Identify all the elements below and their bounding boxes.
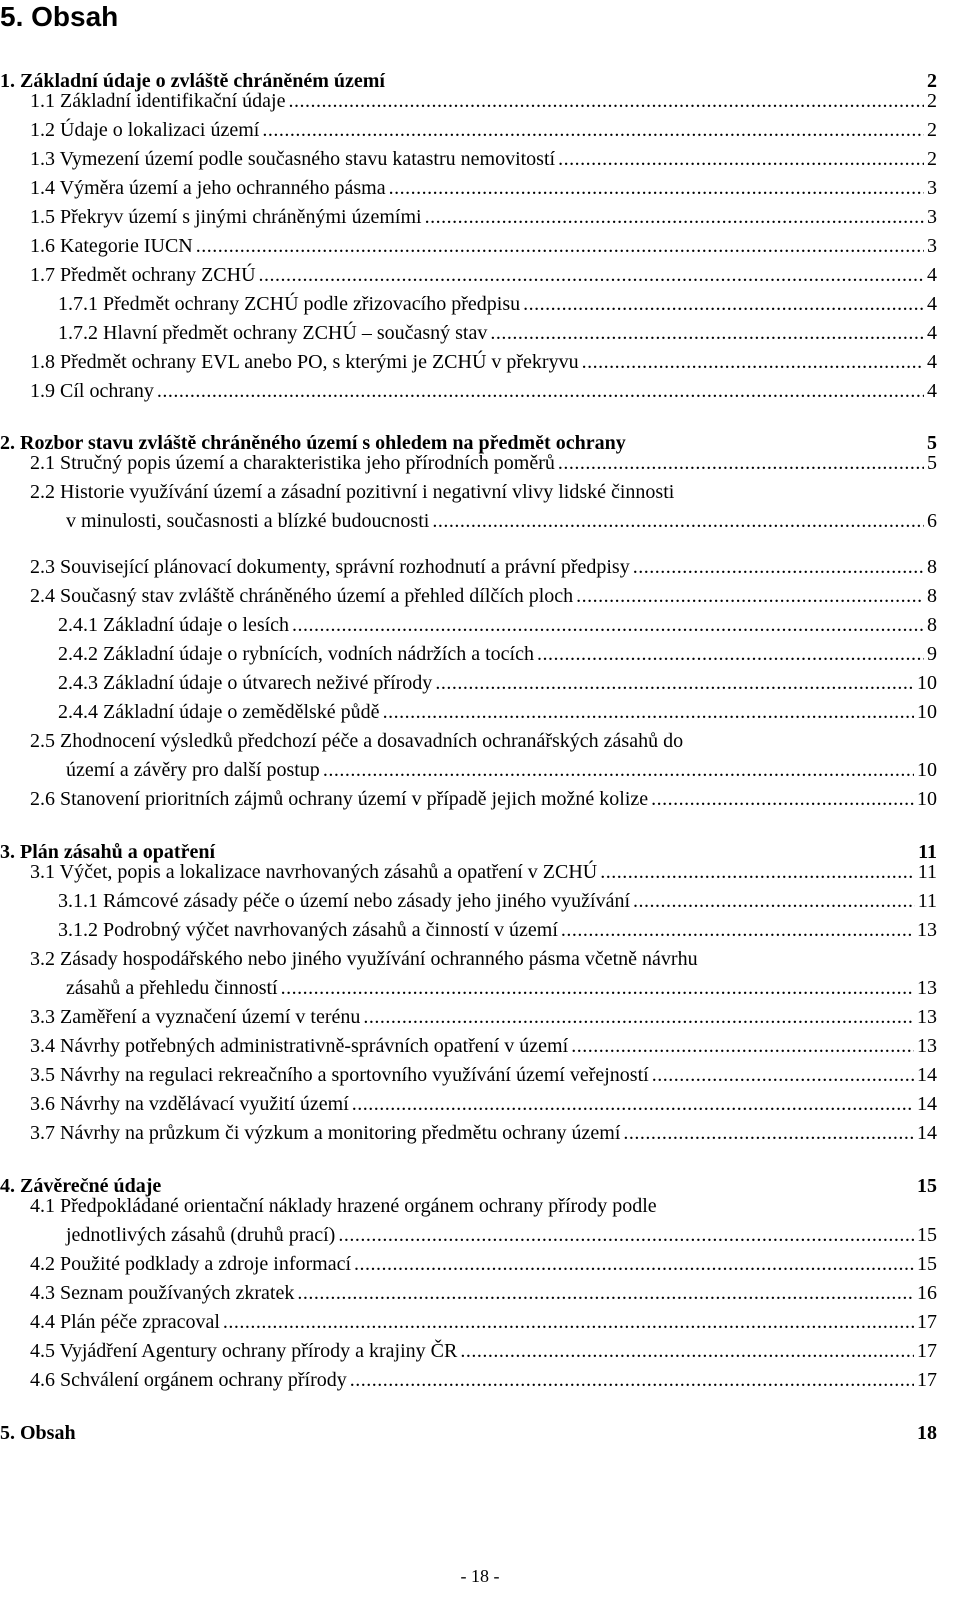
- toc-entry-title: 2.3 Související plánovací dokumenty, správní rozhodnutí a právní předpisy: [30, 556, 630, 578]
- toc-page-number: 8: [927, 614, 937, 636]
- toc-entry-title: 1.1 Základní identifikační údaje: [30, 90, 286, 112]
- dot-leader: [561, 916, 914, 945]
- toc-page-number: 3: [927, 177, 937, 199]
- toc-page-number: 16: [917, 1282, 937, 1304]
- dot-leader: [490, 319, 924, 348]
- toc-page-number: 9: [927, 643, 937, 665]
- toc-entry-title: 3.1 Výčet, popis a lokalizace navrhovaných zásahů a opatření v ZCHÚ: [30, 861, 598, 883]
- toc-entry-title: 1.8 Předmět ochrany EVL anebo PO, s kterými je ZCHÚ v překryvu: [30, 351, 579, 373]
- toc-entry[interactable]: [30, 1119, 937, 1148]
- toc-entry-title: 1.9 Cíl ochrany: [30, 380, 154, 402]
- dot-leader: [281, 974, 914, 1003]
- toc-entry[interactable]: [30, 1279, 937, 1308]
- toc-page-number: 2: [927, 90, 937, 112]
- toc-entry-title: 2.1 Stručný popis území a charakteristika jeho přírodních poměrů: [30, 452, 555, 474]
- page-number-footer: - 18 -: [460, 1566, 500, 1586]
- toc-entry-title: 3.3 Zaměření a vyznačení území v terénu: [30, 1006, 361, 1028]
- toc-page-number: 2: [927, 70, 937, 92]
- toc-page-number: 3: [927, 206, 937, 228]
- toc-entry-title: 2.2 Historie využívání území a zásadní pozitivní i negativní vlivy lidské činnosti: [30, 481, 675, 503]
- toc-entry[interactable]: [58, 640, 937, 669]
- toc-entry-continuation: jednotlivých zásahů (druhů prací): [66, 1224, 336, 1246]
- toc-entry[interactable]: [30, 1250, 937, 1279]
- dot-leader: [558, 449, 924, 478]
- toc-entry[interactable]: [30, 553, 937, 582]
- toc-entry[interactable]: [30, 87, 937, 116]
- toc-entry[interactable]: [58, 698, 937, 727]
- toc-entry-title: 2.4 Současný stav zvláště chráněného území a přehled dílčích ploch: [30, 585, 574, 607]
- toc-entry[interactable]: [30, 785, 937, 814]
- toc-page-number: 4: [927, 322, 937, 344]
- toc-entry-title: 1.4 Výměra území a jeho ochranného pásma: [30, 177, 386, 199]
- toc-entry-title: 1.7 Předmět ochrany ZCHÚ: [30, 264, 256, 286]
- toc-entry-title: 4.1 Předpokládané orientační náklady hrazené orgánem ochrany přírody podle: [30, 1195, 657, 1217]
- toc-page-number: 2: [927, 119, 937, 141]
- dot-leader: [523, 290, 924, 319]
- toc-entry[interactable]: [58, 319, 937, 348]
- toc-page-number: 15: [917, 1253, 937, 1275]
- dot-leader: [389, 174, 924, 203]
- toc-page-number: 11: [917, 890, 937, 912]
- toc-entry[interactable]: [30, 145, 937, 174]
- toc-entry[interactable]: [58, 887, 937, 916]
- toc-entry[interactable]: [30, 1366, 937, 1395]
- toc-entry-title: 3. Plán zásahů a opatření: [0, 841, 216, 863]
- toc-entry-title: 4.6 Schválení orgánem ochrany přírody: [30, 1369, 347, 1391]
- toc-entry-title: 2.6 Stanovení prioritních zájmů ochrany území v případě jejich možné kolize: [30, 788, 649, 810]
- toc-entry-title: 3.7 Návrhy na průzkum či výzkum a monitoring předmětu ochrany území: [30, 1122, 621, 1144]
- toc-entry[interactable]: [30, 203, 937, 232]
- toc-entry[interactable]: [66, 1221, 937, 1250]
- toc-entry[interactable]: [58, 290, 937, 319]
- toc-entry[interactable]: [58, 611, 937, 640]
- toc-entry-title: 3.2 Zásady hospodářského nebo jiného využívání ochranného pásma včetně návrhu: [30, 948, 698, 970]
- toc-entry-title: 4.2 Použité podklady a zdroje informací: [30, 1253, 352, 1275]
- dot-leader: [388, 58, 924, 87]
- dot-leader: [363, 1003, 914, 1032]
- toc-entry-title: 4.4 Plán péče zpracoval: [30, 1311, 220, 1333]
- toc-page-number: 17: [917, 1311, 937, 1333]
- toc-entry-continuation: území a závěry pro další postup: [66, 759, 320, 781]
- toc-entry[interactable]: [58, 669, 937, 698]
- toc-page-number: 14: [917, 1093, 937, 1115]
- dot-leader: [292, 611, 924, 640]
- dot-leader: [435, 669, 914, 698]
- dot-leader: [352, 1090, 914, 1119]
- page-heading: 5. Obsah: [0, 1, 119, 32]
- toc-entry[interactable]: [30, 1003, 937, 1032]
- toc-entry[interactable]: [30, 377, 937, 406]
- toc-entry-title: 3.5 Návrhy na regulaci rekreačního a sportovního využívání území veřejností: [30, 1064, 649, 1086]
- dot-leader: [600, 858, 915, 887]
- dot-leader: [323, 756, 914, 785]
- toc-entry-title: 5. Obsah: [0, 1422, 76, 1444]
- dot-leader: [460, 1337, 914, 1366]
- dot-leader: [651, 785, 914, 814]
- toc-page-number: 13: [917, 919, 937, 941]
- toc-page-number: 13: [917, 1035, 937, 1057]
- dot-leader: [383, 698, 914, 727]
- dot-leader: [432, 507, 924, 536]
- toc-page-number: 11: [918, 841, 937, 863]
- toc-page-number: 4: [927, 380, 937, 402]
- toc-page-number: 6: [927, 510, 937, 532]
- toc-entry-title: 4. Závěrečné údaje: [0, 1175, 162, 1197]
- toc-entry-title: 4.3 Seznam používaných zkratek: [30, 1282, 295, 1304]
- toc-entry-title: 2.4.3 Základní údaje o útvarech neživé přírody: [58, 672, 433, 694]
- toc-entry-title: 1.6 Kategorie IUCN: [30, 235, 193, 257]
- toc-entry[interactable]: [30, 858, 937, 887]
- toc-page-number: 4: [927, 351, 937, 373]
- dot-leader: [259, 261, 924, 290]
- toc-page-number: 5: [927, 452, 937, 474]
- toc-entry-title: 2.5 Zhodnocení výsledků předchozí péče a dosavadních ochranářských zásahů do: [30, 730, 684, 752]
- toc-page-number: 4: [927, 264, 937, 286]
- dot-leader: [288, 87, 924, 116]
- dot-leader: [652, 1061, 914, 1090]
- toc-entry[interactable]: [58, 916, 937, 945]
- toc-entry-title: 3.1.1 Rámcové zásady péče o území nebo zásady jeho jiného využívání: [58, 890, 631, 912]
- dot-leader: [633, 553, 924, 582]
- toc-entry[interactable]: [30, 116, 937, 145]
- dot-leader: [582, 348, 924, 377]
- toc-entry-continuation: v minulosti, současnosti a blízké budoucnosti: [66, 510, 430, 532]
- toc-entry-title: 2.4.2 Základní údaje o rybnících, vodních nádržích a tocích: [58, 643, 534, 665]
- dot-leader: [262, 116, 924, 145]
- toc-entry-title: 1.7.1 Předmět ochrany ZCHÚ podle zřizovacího předpisu: [58, 293, 521, 315]
- toc-page-number: 15: [917, 1224, 937, 1246]
- toc-entry-title: 1. Základní údaje o zvláště chráněném území: [0, 70, 385, 92]
- dot-leader: [629, 420, 924, 449]
- toc-entry[interactable]: [30, 1061, 937, 1090]
- dot-leader: [196, 232, 924, 261]
- toc-entry[interactable]: [30, 232, 937, 261]
- toc-entry[interactable]: [30, 348, 937, 377]
- toc-page-number: 3: [927, 235, 937, 257]
- toc-page-number: 14: [917, 1122, 937, 1144]
- toc-page-number: 8: [927, 585, 937, 607]
- toc-page-number: 2: [927, 148, 937, 170]
- dot-leader: [338, 1221, 914, 1250]
- toc-page-number: 10: [917, 672, 937, 694]
- dot-leader: [425, 203, 924, 232]
- toc-entry-title: 2.4.1 Základní údaje o lesích: [58, 614, 290, 636]
- toc-section-heading[interactable]: [0, 1410, 937, 1448]
- toc-entry-title: 2.4.4 Základní údaje o zemědělské půdě: [58, 701, 380, 723]
- toc-page-number: 10: [917, 788, 937, 810]
- dot-leader: [576, 582, 924, 611]
- dot-leader: [571, 1032, 914, 1061]
- toc-entry[interactable]: [30, 449, 937, 478]
- toc-entry-title: 1.3 Vymezení území podle současného stavu katastru nemovitostí: [30, 148, 556, 170]
- toc-entry[interactable]: [30, 1032, 937, 1061]
- toc-entry[interactable]: [66, 974, 937, 1003]
- toc-page-number: 14: [917, 1064, 937, 1086]
- dot-leader: [79, 1410, 914, 1439]
- toc-entry-title: 3.1.2 Podrobný výčet navrhovaných zásahů a činností v území: [58, 919, 558, 941]
- toc-page-number: 10: [917, 759, 937, 781]
- dot-leader: [157, 377, 924, 406]
- toc-page-number: 13: [917, 977, 937, 999]
- toc-page-number: 13: [917, 1006, 937, 1028]
- toc-entry-title: 4.5 Vyjádření Agentury ochrany přírody a krajiny ČR: [30, 1340, 458, 1362]
- toc-entry-title: 3.4 Návrhy potřebných administrativně-správních opatření v území: [30, 1035, 569, 1057]
- toc-page-number: 4: [927, 293, 937, 315]
- dot-leader: [633, 887, 915, 916]
- toc-entry[interactable]: [30, 174, 937, 203]
- toc-entry[interactable]: [30, 1337, 937, 1366]
- toc-entry-title: 1.5 Překryv území s jinými chráněnými územími: [30, 206, 422, 228]
- dot-leader: [164, 1163, 914, 1192]
- toc-page-number: 17: [917, 1340, 937, 1362]
- dot-leader: [558, 145, 924, 174]
- toc-page-number: 18: [917, 1422, 937, 1444]
- toc-entry[interactable]: [66, 756, 937, 785]
- toc-entry-title: 3.6 Návrhy na vzdělávací využití území: [30, 1093, 349, 1115]
- dot-leader: [623, 1119, 914, 1148]
- toc-entry[interactable]: [30, 582, 937, 611]
- dot-leader: [354, 1250, 914, 1279]
- toc-entry-title: 2. Rozbor stavu zvláště chráněného území s ohledem na předmět ochrany: [0, 432, 626, 454]
- toc-page-number: 8: [927, 556, 937, 578]
- dot-leader: [218, 829, 915, 858]
- toc-entry-continuation: zásahů a přehledu činností: [66, 977, 278, 999]
- toc-page-number: 11: [917, 861, 937, 883]
- toc-entry-title: 1.7.2 Hlavní předmět ochrany ZCHÚ – současný stav: [58, 322, 488, 344]
- toc-entry[interactable]: [30, 261, 937, 290]
- toc-entry[interactable]: [30, 1308, 937, 1337]
- toc-page-number: 15: [917, 1175, 937, 1197]
- toc-page-number: 10: [917, 701, 937, 723]
- toc-page-number: 17: [917, 1369, 937, 1391]
- toc-entry-title: 1.2 Údaje o lokalizaci území: [30, 119, 260, 141]
- toc-entry[interactable]: [30, 1090, 937, 1119]
- toc-entry[interactable]: [66, 507, 937, 536]
- dot-leader: [223, 1308, 914, 1337]
- dot-leader: [537, 640, 924, 669]
- dot-leader: [297, 1279, 914, 1308]
- dot-leader: [350, 1366, 914, 1395]
- toc-page-number: 5: [927, 432, 937, 454]
